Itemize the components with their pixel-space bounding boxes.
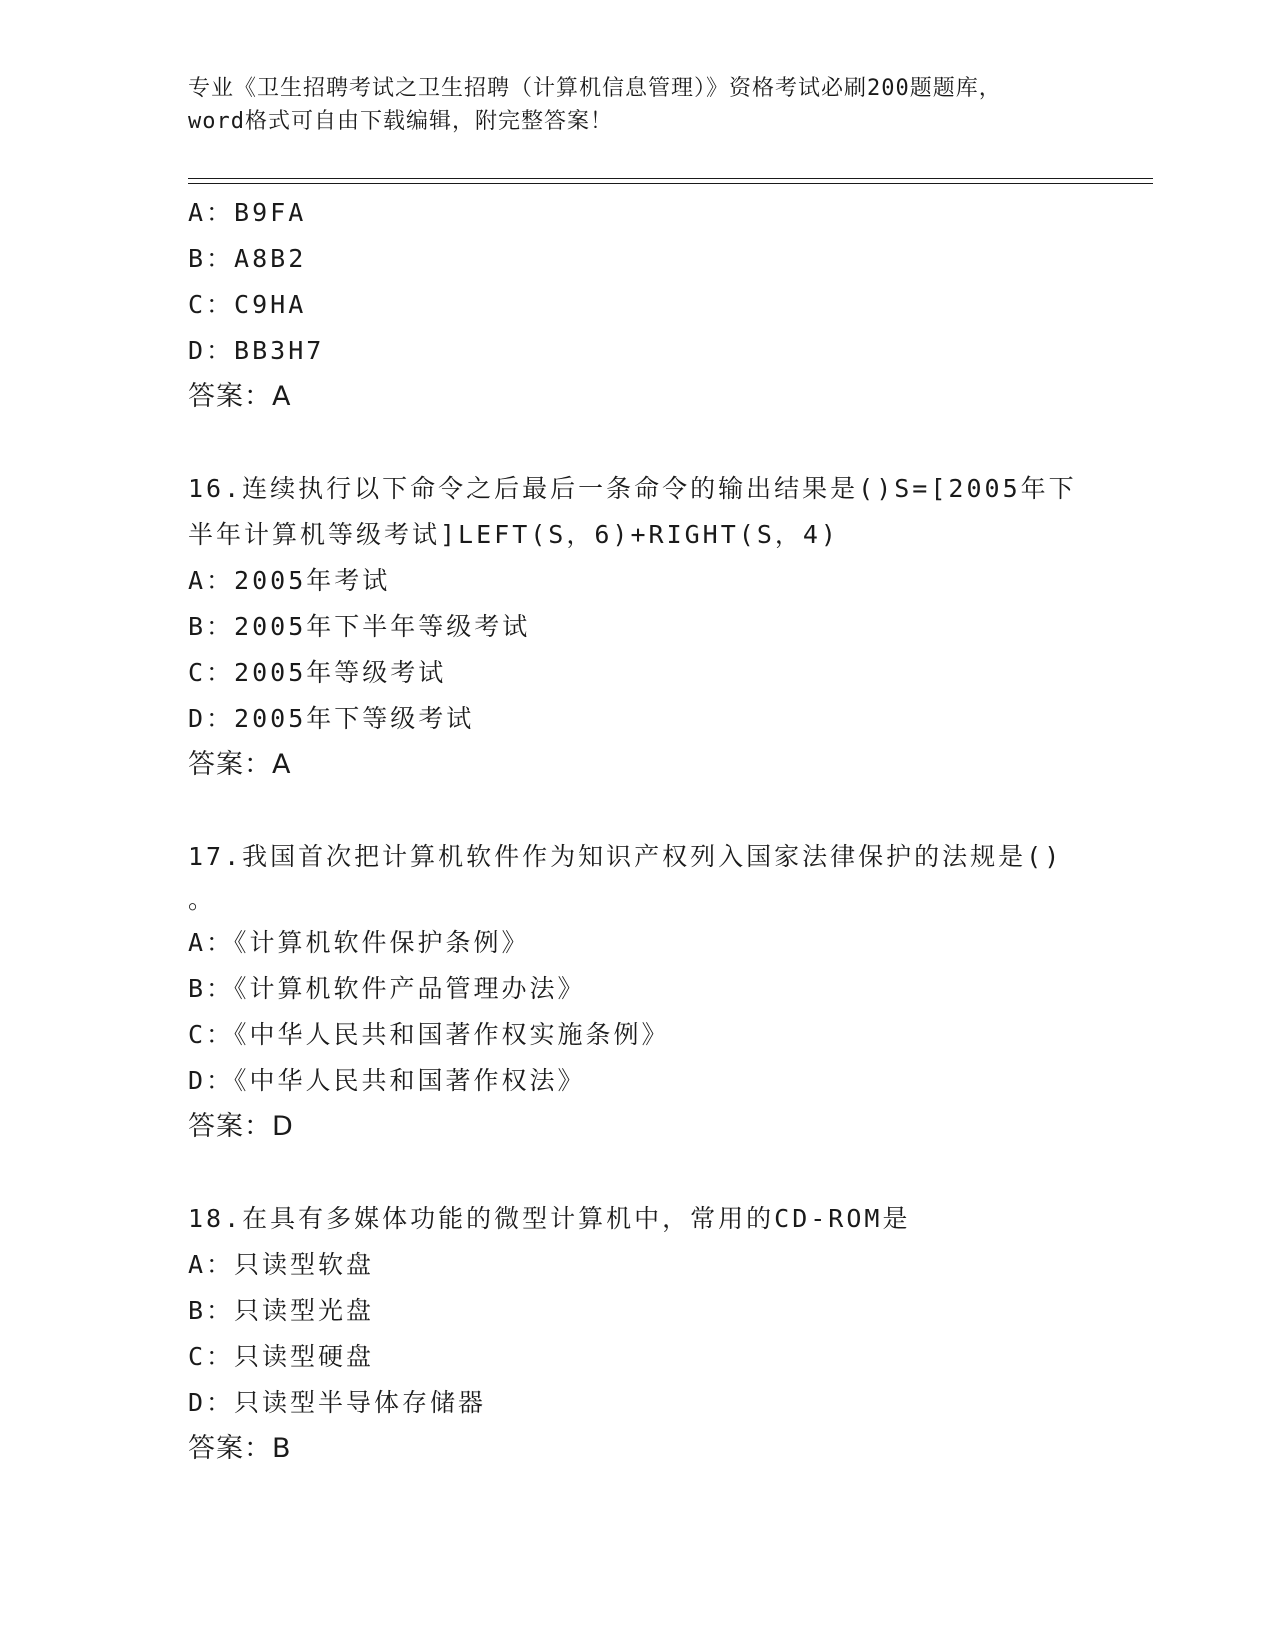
header-rule-bottom [188, 183, 1153, 184]
header-line-2: word格式可自由下载编辑，附完整答案！ [188, 109, 613, 134]
question-stem-line: 16.连续执行以下命令之后最后一条命令的输出结果是()S=[2005年下 [188, 474, 1077, 503]
question-stem-line: 18.在具有多媒体功能的微型计算机中，常用的CD-ROM是 [188, 1204, 911, 1233]
question-content [188, 190, 1088, 1472]
header-line-1: 专业《卫生招聘考试之卫生招聘（计算机信息管理）》资格考试必刷200题题库， [188, 76, 1002, 101]
option-d: D：只读型半导体存储器 [188, 1388, 487, 1417]
option-b: B：只读型光盘 [188, 1296, 375, 1325]
option-c: C：《中华人民共和国著作权实施条例》 [188, 1020, 670, 1049]
spacer [188, 420, 1088, 466]
option-b: B：A8B2 [188, 244, 307, 273]
option-a: A：2005年考试 [188, 566, 391, 595]
question-18 [188, 1196, 1088, 1472]
spacer [188, 1150, 1088, 1196]
option-a: A：只读型软盘 [188, 1250, 375, 1279]
option-d: D：2005年下等级考试 [188, 704, 475, 733]
question-stem-line: 。 [188, 885, 217, 914]
answer: 答案：A [188, 381, 292, 412]
question-17 [188, 834, 1088, 1150]
question-16 [188, 466, 1088, 788]
option-a: A：《计算机软件保护条例》 [188, 928, 530, 957]
option-a: A：B9FA [188, 198, 307, 227]
spacer [188, 788, 1088, 834]
option-b: B：2005年下半年等级考试 [188, 612, 531, 641]
question-stem-line: 半年计算机等级考试]LEFT(S，6)+RIGHT(S，4) [188, 520, 839, 549]
header-rule-top [188, 178, 1153, 179]
option-b: B：《计算机软件产品管理办法》 [188, 974, 586, 1003]
option-d: D：BB3H7 [188, 336, 325, 365]
document-header [188, 72, 1088, 138]
question-15 [188, 190, 1088, 420]
question-stem-line: 17.我国首次把计算机软件作为知识产权列入国家法律保护的法规是() [188, 842, 1063, 871]
option-c: C：2005年等级考试 [188, 658, 447, 687]
option-d: D：《中华人民共和国著作权法》 [188, 1066, 586, 1095]
option-c: C：C9HA [188, 290, 307, 319]
answer: 答案：A [188, 749, 292, 780]
option-c: C：只读型硬盘 [188, 1342, 375, 1371]
answer: 答案：B [188, 1433, 292, 1464]
answer: 答案：D [188, 1111, 294, 1142]
